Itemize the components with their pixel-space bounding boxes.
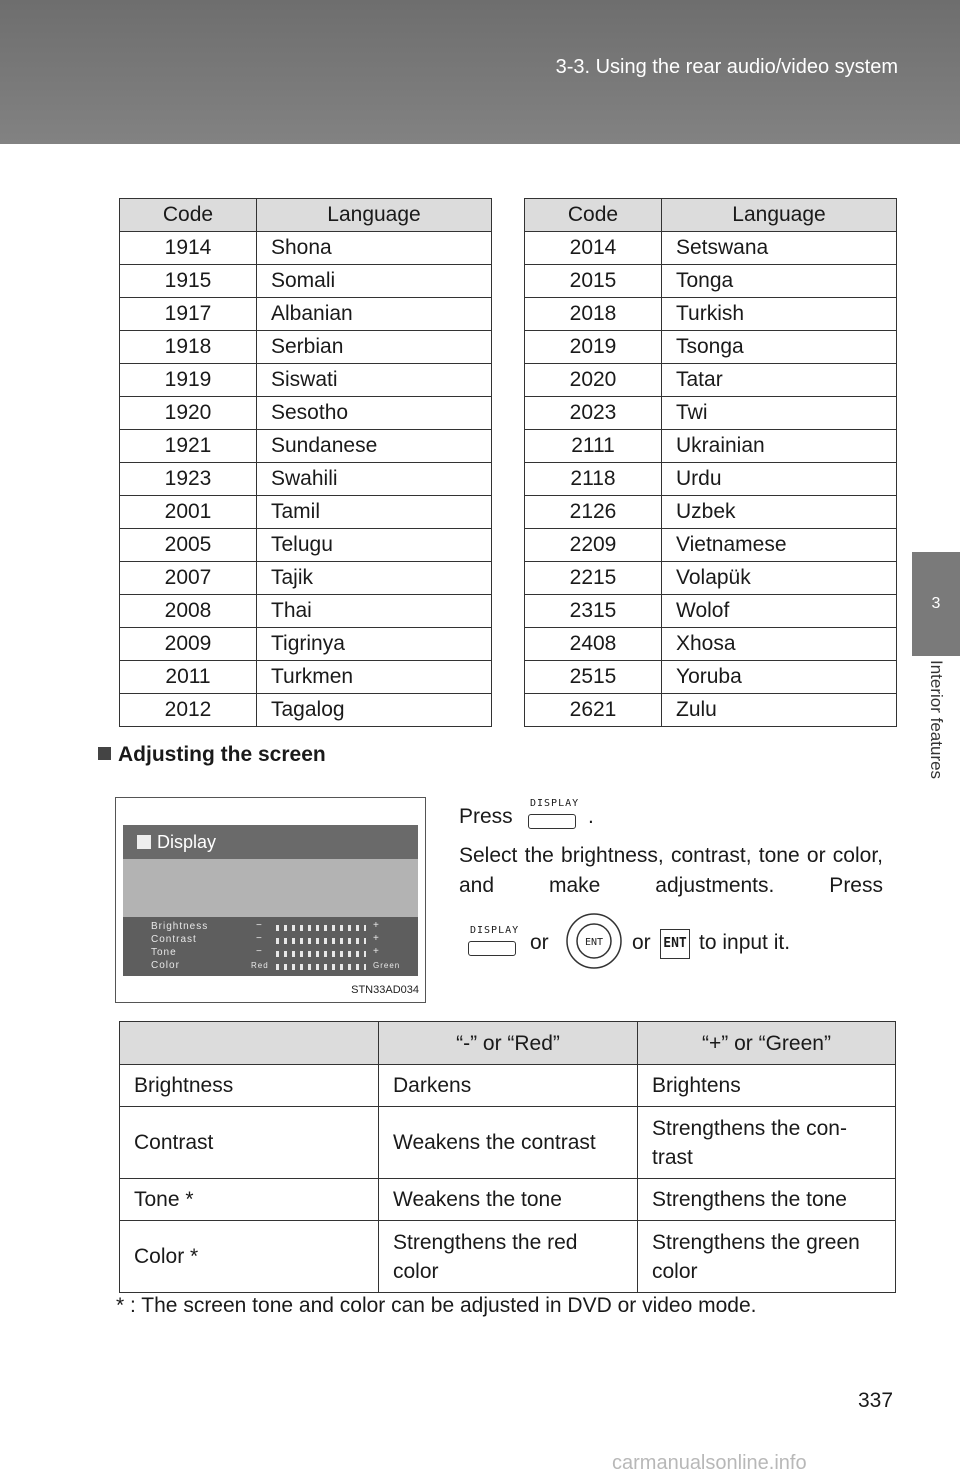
language-name: Albanian — [257, 298, 492, 331]
column-header-language: Language — [662, 199, 897, 232]
language-name: Zulu — [662, 694, 897, 727]
language-code: 2621 — [525, 694, 662, 727]
minus-effect: Darkens — [379, 1065, 638, 1107]
table-row — [525, 496, 897, 529]
language-code: 2001 — [120, 496, 257, 529]
language-code: 2023 — [525, 397, 662, 430]
display-button-icon: DISPLAY — [524, 798, 580, 834]
table-row — [120, 529, 492, 562]
table-row — [525, 694, 897, 727]
page-header — [0, 0, 960, 144]
screen-row-tone: Tone − + — [151, 946, 380, 958]
instruction-or: or — [632, 931, 651, 954]
language-code: 1920 — [120, 397, 257, 430]
language-code: 2019 — [525, 331, 662, 364]
language-code: 2315 — [525, 595, 662, 628]
language-code: 1914 — [120, 232, 257, 265]
table-row — [120, 331, 492, 364]
language-name: Sesotho — [257, 397, 492, 430]
chapter-tab-number: 3 — [912, 552, 960, 656]
language-code: 2209 — [525, 529, 662, 562]
plus-effect: Strengthens the con- trast — [638, 1107, 896, 1179]
instruction-tail: to input it. — [699, 931, 791, 954]
setting-name: Color * — [120, 1221, 379, 1293]
language-code: 2118 — [525, 463, 662, 496]
table-row — [120, 463, 492, 496]
language-name: Sundanese — [257, 430, 492, 463]
language-name: Xhosa — [662, 628, 897, 661]
minus-effect: Strengthens the red color — [379, 1221, 638, 1293]
table-row — [120, 298, 492, 331]
column-header-code: Code — [525, 199, 662, 232]
table-row — [525, 463, 897, 496]
section-heading: Adjusting the screen — [98, 743, 326, 767]
table-row — [525, 298, 897, 331]
ent-key-icon: ENT — [660, 929, 690, 959]
language-code: 2408 — [525, 628, 662, 661]
language-name: Wolof — [662, 595, 897, 628]
language-code: 1919 — [120, 364, 257, 397]
screen-preview — [123, 825, 418, 976]
table-row — [525, 430, 897, 463]
language-name: Volapük — [662, 562, 897, 595]
language-code: 2126 — [525, 496, 662, 529]
table-row — [120, 1221, 896, 1293]
table-row — [525, 397, 897, 430]
table-row — [525, 331, 897, 364]
chapter-tab-label: Interior features — [927, 660, 946, 780]
table-row — [525, 232, 897, 265]
language-code: 2007 — [120, 562, 257, 595]
adjustment-table — [119, 1021, 896, 1293]
language-code: 2515 — [525, 661, 662, 694]
screen-row-contrast: Contrast − + — [151, 933, 380, 945]
language-code: 2015 — [525, 265, 662, 298]
display-screen-image — [115, 797, 426, 1003]
table-row — [120, 661, 492, 694]
language-code: 1915 — [120, 265, 257, 298]
language-name: Tsonga — [662, 331, 897, 364]
language-code: 2018 — [525, 298, 662, 331]
table-row — [525, 661, 897, 694]
chapter-tab — [912, 656, 960, 840]
language-code: 2020 — [525, 364, 662, 397]
table-row — [120, 694, 492, 727]
language-name: Turkish — [662, 298, 897, 331]
language-name: Urdu — [662, 463, 897, 496]
language-code: 2014 — [525, 232, 662, 265]
language-name: Siswati — [257, 364, 492, 397]
language-name: Tagalog — [257, 694, 492, 727]
column-header-language: Language — [257, 199, 492, 232]
language-code: 1917 — [120, 298, 257, 331]
language-name: Serbian — [257, 331, 492, 364]
square-bullet-icon — [98, 747, 111, 760]
language-code: 2111 — [525, 430, 662, 463]
language-name: Somali — [257, 265, 492, 298]
setting-name: Tone * — [120, 1179, 379, 1221]
table-row — [120, 364, 492, 397]
screen-title-bar: Display — [123, 825, 418, 859]
instruction-period: . — [588, 805, 594, 828]
plus-effect: Strengthens the green color — [638, 1221, 896, 1293]
language-name: Tajik — [257, 562, 492, 595]
table-row — [120, 496, 492, 529]
table-row — [120, 232, 492, 265]
plus-effect: Strengthens the tone — [638, 1179, 896, 1221]
instruction-or: or — [530, 931, 549, 954]
language-name: Tonga — [662, 265, 897, 298]
table-row — [120, 628, 492, 661]
language-code: 1923 — [120, 463, 257, 496]
language-name: Telugu — [257, 529, 492, 562]
language-code: 2009 — [120, 628, 257, 661]
table-row — [120, 1179, 896, 1221]
table-row — [120, 397, 492, 430]
language-name: Vietnamese — [662, 529, 897, 562]
ent-dial-icon — [565, 912, 623, 970]
table-row — [120, 265, 492, 298]
language-name: Uzbek — [662, 496, 897, 529]
language-code: 2008 — [120, 595, 257, 628]
table-row — [120, 1107, 896, 1179]
language-name: Setswana — [662, 232, 897, 265]
column-header-code: Code — [120, 199, 257, 232]
image-code: STN33AD034 — [351, 984, 419, 996]
table-row — [120, 430, 492, 463]
setting-name: Contrast — [120, 1107, 379, 1179]
language-code: 2005 — [120, 529, 257, 562]
table-row — [525, 529, 897, 562]
table-row — [525, 595, 897, 628]
adjust-header-minus: “-” or “Red” — [379, 1022, 638, 1065]
footnote: * : The screen tone and color can be adjusted in DVD or video mode. — [116, 1294, 757, 1317]
language-code: 1921 — [120, 430, 257, 463]
display-icon — [137, 835, 151, 849]
table-row — [120, 562, 492, 595]
table-row — [525, 265, 897, 298]
language-table-left — [119, 198, 492, 727]
language-name: Swahili — [257, 463, 492, 496]
language-code: 2011 — [120, 661, 257, 694]
language-code: 2215 — [525, 562, 662, 595]
table-row — [525, 364, 897, 397]
screen-row-brightness: Brightness − + — [151, 920, 380, 932]
language-name: Ukrainian — [662, 430, 897, 463]
instruction-select: Select the brightness, contrast, tone or color, and make adjustments. Press — [459, 844, 883, 897]
language-name: Tamil — [257, 496, 492, 529]
language-name: Shona — [257, 232, 492, 265]
table-row — [525, 562, 897, 595]
language-name: Yoruba — [662, 661, 897, 694]
adjustment-panel — [123, 917, 418, 976]
setting-name: Brightness — [120, 1065, 379, 1107]
plus-effect: Brightens — [638, 1065, 896, 1107]
display-button-icon: DISPLAY — [464, 925, 520, 961]
language-name: Thai — [257, 595, 492, 628]
table-row — [120, 595, 492, 628]
table-row — [525, 628, 897, 661]
instruction-press: Press — [459, 805, 513, 828]
section-title: 3-3. Using the rear audio/video system — [555, 56, 898, 78]
language-table-right — [524, 198, 897, 727]
table-row — [120, 1065, 896, 1107]
language-code: 1918 — [120, 331, 257, 364]
adjust-header-blank — [120, 1022, 379, 1065]
language-code: 2012 — [120, 694, 257, 727]
language-name: Turkmen — [257, 661, 492, 694]
page-number: 337 — [858, 1389, 894, 1412]
svg-text:ENT: ENT — [584, 937, 604, 948]
adjust-header-plus: “+” or “Green” — [638, 1022, 896, 1065]
watermark: carmanualsonline.info — [612, 1452, 807, 1474]
screen-row-color: Color Red Green — [151, 960, 401, 971]
minus-effect: Weakens the tone — [379, 1179, 638, 1221]
language-name: Tigrinya — [257, 628, 492, 661]
minus-effect: Weakens the contrast — [379, 1107, 638, 1179]
language-name: Tatar — [662, 364, 897, 397]
language-name: Twi — [662, 397, 897, 430]
